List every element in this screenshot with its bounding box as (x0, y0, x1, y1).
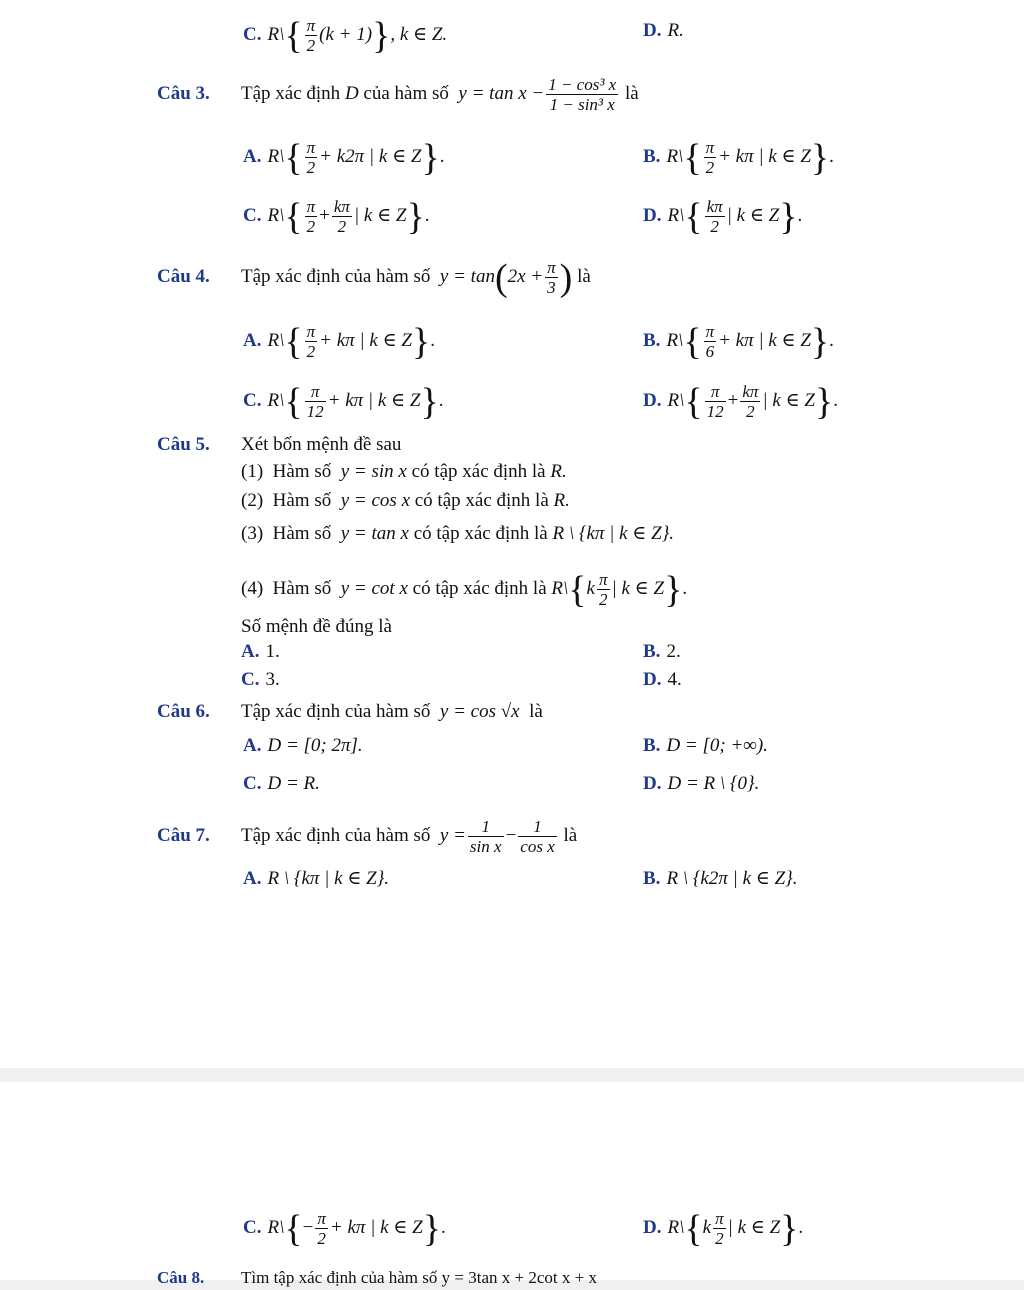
option-d: D. R. (643, 20, 684, 41)
q6-option-c: C. D = R. (243, 773, 320, 794)
q4-option-a: A. R\{ $\frac{\pi}{2}$ + kπ | k ∈ Z}. (243, 320, 435, 363)
page-sheet-2 (0, 1082, 1024, 1287)
page2-option-d: D. R\{k $\frac{\pi}{2}$ | k ∈ Z}. (643, 1207, 804, 1250)
q5-statement-2: (2) Hàm số y = cos x có tập xác định là R. (241, 490, 570, 511)
question-3: Câu 3. Tập xác định D của hàm số y = tan x − $\frac{\text{1 − cos³ x}}{\text{1 − sin³ x}}$ là (157, 75, 639, 114)
q3-option-a: A. R\{ $\frac{\pi}{2}$ + k2π | k ∈ Z}. (243, 136, 445, 179)
q5-ask: Số mệnh đề đúng là (241, 616, 392, 637)
q7-option-a: A. R \ {kπ | k ∈ Z}. (243, 868, 390, 889)
option-c: C. R\{ $\frac{\pi}{2}$ (k + 1)}, k ∈ Z. (243, 14, 448, 57)
question-5: Câu 5. Xét bốn mệnh đề sau (157, 434, 402, 455)
q4-option-c: C. R\{ $\frac{\pi}{12}$ + kπ | k ∈ Z}. (243, 380, 444, 423)
q6-option-b: B. D = [0; +∞). (643, 735, 768, 756)
q3-option-d: D. R\{ $\frac{k\pi}{2}$ | k ∈ Z}. (643, 195, 803, 238)
q5-statement-1: (1) Hàm số y = sin x có tập xác định là R. (241, 461, 567, 482)
q5-option-a: A. 1. (241, 641, 280, 662)
question-4: Câu 4. Tập xác định của hàm số y = tan(2x + $\frac{\pi}{3}$ ) là (157, 256, 591, 299)
q5-option-d: D. 4. (643, 669, 682, 690)
q6-option-d: D. D = R \ {0}. (643, 773, 760, 794)
q5-option-c: C. 3. (241, 669, 280, 690)
q4-option-d: D. R\{ $\frac{\pi}{12}$ + $\frac{k\pi}{2}$ | k ∈ Z}. (643, 380, 838, 423)
q5-statement-4: (4) Hàm số y = cot x có tập xác định là R\{k $\frac{\pi}{2}$ | k ∈ Z}. (241, 568, 688, 611)
page2-option-c: C. R\{− $\frac{\pi}{2}$ + kπ | k ∈ Z}. (243, 1207, 446, 1250)
q4-option-b: B. R\{ $\frac{\pi}{6}$ + kπ | k ∈ Z}. (643, 320, 834, 363)
q5-option-b: B. 2. (643, 641, 681, 662)
question-8-partial: Câu 8. Tìm tập xác định của hàm số y = 3tan x + 2cot x + x (157, 1268, 597, 1287)
q6-option-a: A. D = [0; 2π]. (243, 735, 363, 756)
q3-option-b: B. R\{ $\frac{\pi}{2}$ + kπ | k ∈ Z}. (643, 136, 834, 179)
q7-option-b: B. R \ {k2π | k ∈ Z}. (643, 868, 798, 889)
q5-statement-3: (3) Hàm số y = tan x có tập xác định là R \ {kπ | k ∈ Z}. (241, 523, 675, 544)
question-7: Câu 7. Tập xác định của hàm số y = $\frac{1}{\text{sin x}}$ − $\frac{1}{\text{cos x}}$ là (157, 817, 578, 856)
q3-option-c: C. R\{ $\frac{\pi}{2}$ + $\frac{k\pi}{2}$ | k ∈ Z}. (243, 195, 430, 238)
question-6: Câu 6. Tập xác định của hàm số y = cos √x là (157, 701, 543, 722)
